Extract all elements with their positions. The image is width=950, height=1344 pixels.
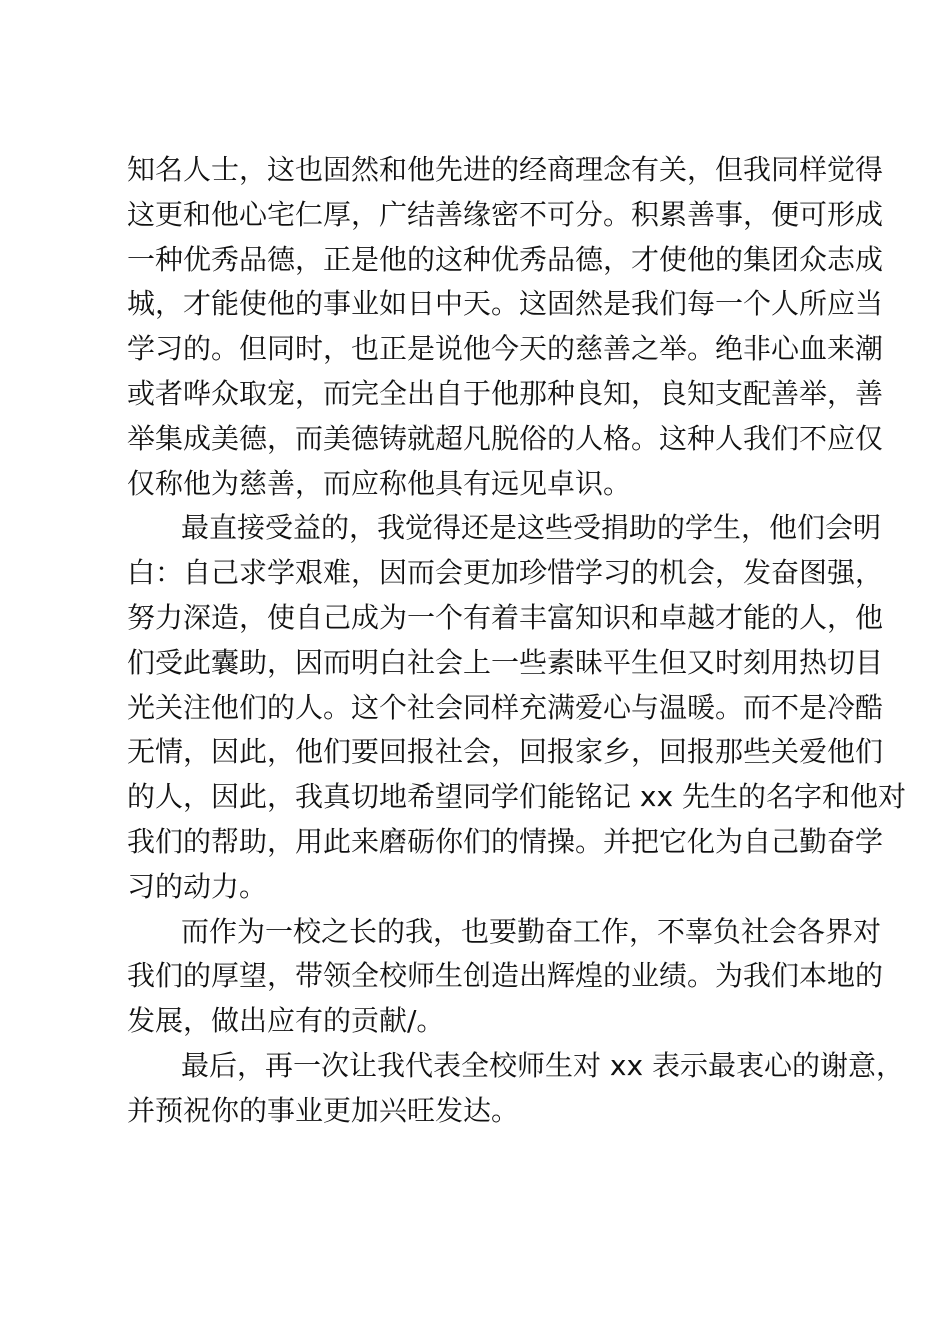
text-line: 无情，因此，他们要回报社会，回报家乡，回报那些关爱他们 [127,735,884,769]
text-line: 光关注他们的人。这个社会同样充满爱心与温暖。而不是冷酷 [127,690,884,724]
text-line: 而作为一校之长的我，也要勤奋工作，不辜负社会各界对 [181,914,882,948]
text-line: 我们的厚望，带领全校师生创造出辉煌的业绩。为我们本地的 [127,959,884,993]
paragraph-4 [127,1044,904,1134]
text-line: 举集成美德，而美德铸就超凡脱俗的人格。这种人我们不应仅 [127,421,884,455]
text-line: 学习的。但同时，也正是说他今天的慈善之举。绝非心血来潮 [127,332,884,366]
text-line: 知名人士，这也固然和他先进的经商理念有关，但我同样觉得 [127,153,884,186]
text-line: 最直接受益的，我觉得还是这些受捐助的学生，他们会明 [181,511,882,545]
text-line: 的人，因此，我真切地希望同学们能铭记 xx 先生的名字和他对 [127,780,906,814]
paragraph-3 [127,910,884,1044]
text-line: 白：自己求学艰难，因而会更加珍惜学习的机会，发奋图强， [127,556,884,590]
text-line: 们受此囊助，因而明白社会上一些素昧平生但又时刻用热切目 [127,645,884,679]
document-body [127,148,906,1134]
text-line: 我们的帮助，用此来磨砺你们的情操。并把它化为自己勤奋学 [127,824,884,858]
paragraph-2 [127,506,906,909]
text-line: 发展，做出应有的贡献/。 [127,1004,445,1038]
paragraph-1 [127,148,884,506]
text-line: 或者哗众取宠，而完全出自于他那种良知，良知支配善举，善 [127,376,884,410]
text-line: 并预祝你的事业更加兴旺发达。 [127,1093,520,1127]
text-line: 最后，再一次让我代表全校师生对 xx 表示最衷心的谢意， [181,1048,904,1082]
text-line: 努力深造，使自己成为一个有着丰富知识和卓越才能的人，他 [127,600,884,634]
text-line: 仅称他为慈善，而应称他具有远见卓识。 [127,466,632,500]
text-line: 一种优秀品德，正是他的这种优秀品德，才使他的集团众志成 [127,242,884,276]
text-line: 习的动力。 [127,869,268,903]
text-line: 这更和他心宅仁厚，广结善缘密不可分。积累善事，便可形成 [127,197,884,231]
text-line: 城，才能使他的事业如日中天。这固然是我们每一个人所应当 [127,287,884,321]
